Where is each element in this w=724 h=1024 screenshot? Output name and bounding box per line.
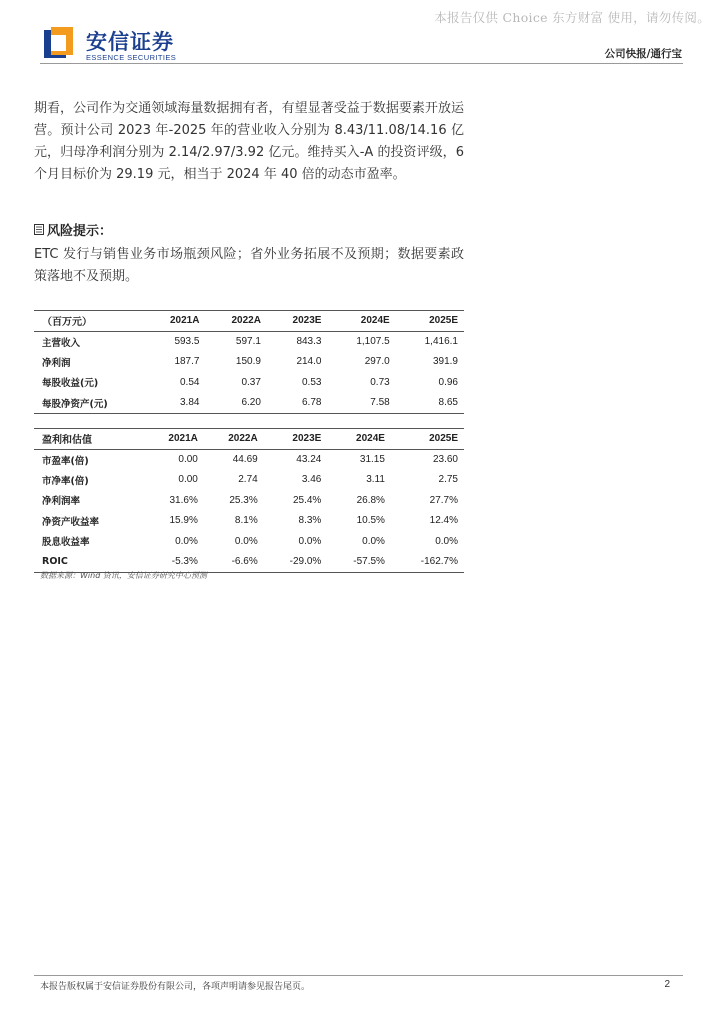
logo-mark-icon bbox=[40, 25, 76, 62]
row-label: 每股收益(元) bbox=[42, 378, 99, 390]
table-cell: 15.9% bbox=[169, 515, 198, 527]
footer-disclaimer: 本报告版权属于安信证券股份有限公司，各项声明请参见报告尾页。 bbox=[40, 982, 311, 992]
table-cell: 8.65 bbox=[438, 397, 458, 408]
watermark-text: 本报告仅供 Choice 东方财富 使用，请勿传阅。 bbox=[434, 10, 710, 25]
header-cell: 2024E bbox=[356, 433, 385, 445]
row-label: 市净率(倍) bbox=[42, 475, 89, 487]
valuation-table bbox=[34, 428, 464, 573]
row-label: 市盈率(倍) bbox=[42, 455, 89, 467]
table-cell: 150.9 bbox=[235, 356, 261, 368]
table-cell: 3.46 bbox=[301, 474, 322, 486]
table-row bbox=[34, 372, 464, 393]
header-cell: 2021A bbox=[170, 315, 200, 327]
header-cell: 2023E bbox=[292, 433, 322, 445]
table-cell: 26.8% bbox=[356, 494, 385, 506]
table-cell: 31.15 bbox=[359, 454, 385, 465]
table-cell: 297.0 bbox=[364, 356, 390, 368]
table-header-row bbox=[34, 429, 464, 450]
table-cell: 25.4% bbox=[292, 494, 322, 506]
table-cell: 0.37 bbox=[241, 376, 261, 388]
table-row bbox=[34, 470, 464, 491]
page-number: 2 bbox=[664, 979, 670, 990]
header-cell: 2025E bbox=[429, 433, 458, 445]
table-cell: -57.5% bbox=[353, 556, 385, 567]
row-label: ROIC bbox=[42, 556, 68, 567]
table-header-row bbox=[34, 311, 464, 332]
table-cell: -29.0% bbox=[289, 556, 322, 567]
table-cell: 0.73 bbox=[370, 376, 390, 388]
header-cell: 2022A bbox=[228, 433, 258, 445]
table-cell: 3.11 bbox=[366, 474, 385, 486]
table-row bbox=[34, 352, 464, 373]
row-label: 每股净资产(元) bbox=[42, 398, 108, 410]
table-cell: 2.74 bbox=[238, 474, 258, 486]
table-cell: 6.20 bbox=[241, 397, 261, 408]
data-source-note: 数据来源：Wind 资讯，安信证券研究中心预测 bbox=[40, 571, 207, 580]
header-cell: 2022A bbox=[231, 315, 261, 327]
header-divider bbox=[40, 63, 683, 64]
table-cell: 10.5% bbox=[356, 515, 385, 527]
table-cell: 23.60 bbox=[432, 454, 458, 465]
table-cell: 2.75 bbox=[438, 474, 458, 486]
logo-text-cn: 安信证券 bbox=[86, 30, 174, 54]
financial-summary-table bbox=[34, 310, 464, 414]
table-cell: 25.3% bbox=[229, 494, 258, 506]
risk-heading bbox=[34, 220, 112, 239]
table-cell: 27.7% bbox=[429, 494, 458, 506]
row-label: 净利润 bbox=[42, 357, 71, 369]
header-cell: 2021A bbox=[168, 433, 198, 445]
table-cell: 12.4% bbox=[429, 515, 458, 527]
row-label: 净资产收益率 bbox=[42, 516, 100, 528]
table-row bbox=[34, 393, 464, 414]
table-row bbox=[34, 531, 464, 552]
table-cell: 3.84 bbox=[180, 397, 200, 408]
table-cell: 597.1 bbox=[235, 336, 261, 347]
table-cell: 0.0% bbox=[234, 535, 258, 547]
table-row bbox=[34, 449, 464, 470]
table-cell: 1,416.1 bbox=[424, 336, 458, 347]
table-cell: 0.96 bbox=[438, 376, 458, 388]
company-logo bbox=[40, 25, 190, 65]
header-cell: 2025E bbox=[429, 315, 458, 327]
risk-heading-label: 风险提示： bbox=[47, 224, 113, 239]
row-label: 净利润率 bbox=[42, 496, 81, 508]
table-cell: 43.24 bbox=[296, 454, 322, 465]
table-cell: 0.0% bbox=[298, 535, 322, 547]
footer-divider bbox=[34, 975, 683, 976]
table-cell: 0.00 bbox=[178, 454, 198, 465]
document-icon bbox=[34, 224, 44, 235]
table-cell: 8.1% bbox=[234, 515, 258, 527]
table-row bbox=[34, 490, 464, 511]
table-cell: 0.00 bbox=[178, 474, 198, 486]
table-cell: 0.53 bbox=[302, 376, 322, 388]
table-cell: -162.7% bbox=[420, 556, 458, 567]
table-row bbox=[34, 511, 464, 532]
header-cell: 2024E bbox=[360, 315, 390, 327]
table-cell: 593.5 bbox=[174, 336, 200, 347]
table-cell: 0.0% bbox=[362, 535, 385, 547]
table-cell: 6.78 bbox=[302, 397, 322, 408]
table-cell: 0.54 bbox=[180, 376, 200, 388]
table-cell: 0.0% bbox=[435, 535, 458, 547]
table-cell: 214.0 bbox=[296, 356, 322, 368]
valuation-paragraph: 期看，公司作为交通领域海量数据拥有者，有望显著受益于数据要素开放运营。预计公司 2023 年-2025 年的营业收入分别为 8.43/11.08/14.16 亿元，归母净利润分别为 2.14/2.97/3.92 亿元。维持买入-A 的投资评级，6 个月目标价为 29.19 元，相当于 2024 年 40 倍的动态市盈率。 bbox=[34, 101, 464, 182]
table-cell: -6.6% bbox=[231, 556, 258, 567]
section-tag: 公司快报/通行宝 bbox=[604, 48, 682, 60]
table-cell: 187.7 bbox=[174, 356, 200, 368]
header-cell: 2023E bbox=[292, 315, 322, 327]
header-cell: （百万元） bbox=[42, 317, 92, 329]
table-cell: -5.3% bbox=[171, 556, 198, 567]
table-cell: 0.0% bbox=[175, 535, 198, 547]
table-row bbox=[34, 331, 464, 352]
header-cell: 盈利和估值 bbox=[42, 435, 92, 447]
risk-paragraph: ETC 发行与销售业务市场瓶颈风险；省外业务拓展不及预期；数据要素政策落地不及预期。 bbox=[34, 247, 464, 284]
table-cell: 44.69 bbox=[232, 454, 258, 465]
table-cell: 1,107.5 bbox=[356, 336, 390, 347]
table-cell: 391.9 bbox=[432, 356, 458, 368]
row-label: 股息收益率 bbox=[42, 537, 90, 549]
table-row bbox=[34, 552, 464, 573]
logo-text-en: ESSENCE SECURITIES bbox=[86, 53, 177, 62]
table-cell: 31.6% bbox=[169, 494, 198, 506]
row-label: 主营收入 bbox=[42, 337, 81, 349]
table-cell: 7.58 bbox=[370, 397, 390, 408]
table-cell: 8.3% bbox=[298, 515, 322, 527]
table-cell: 843.3 bbox=[296, 336, 322, 347]
